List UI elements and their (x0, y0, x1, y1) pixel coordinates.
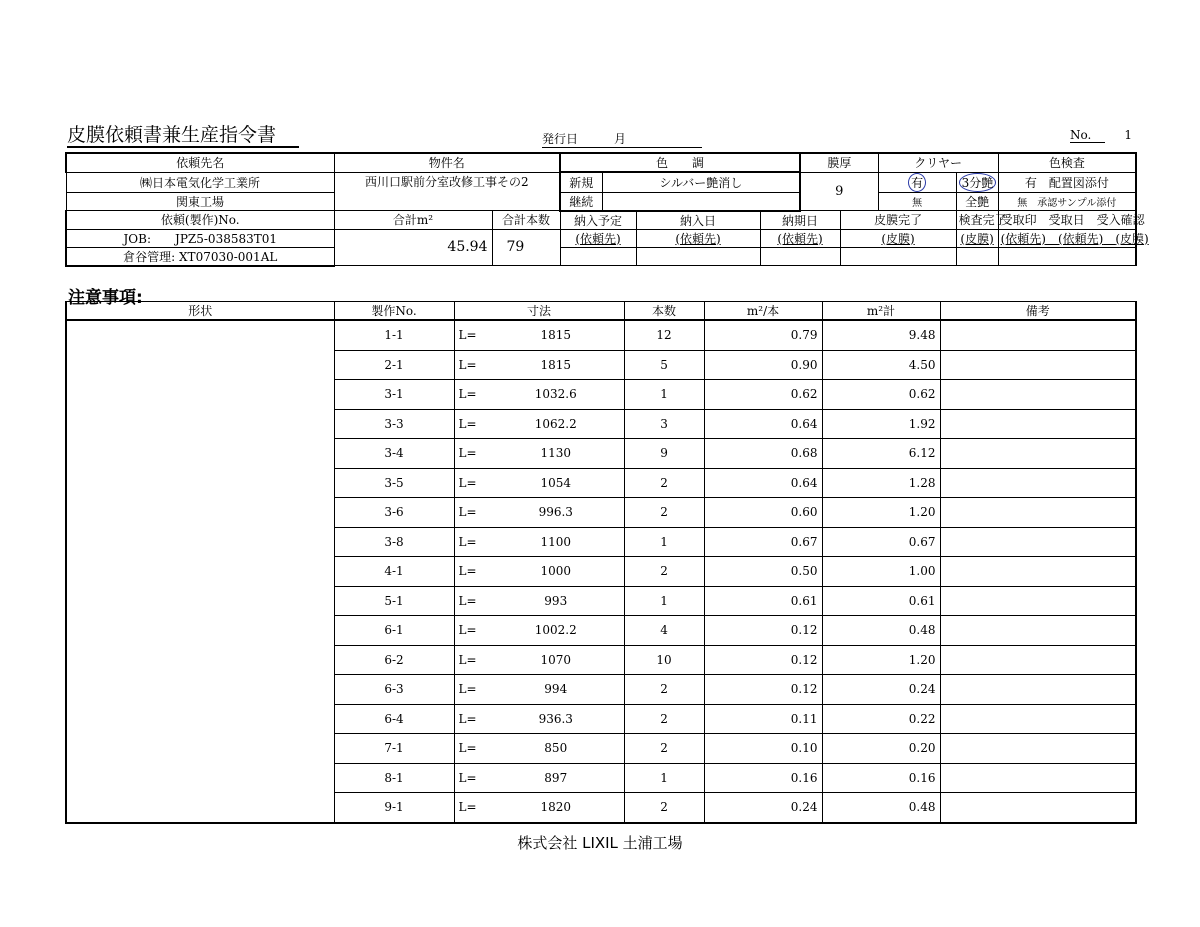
dimension-value: 936.3 (488, 704, 624, 734)
production-no: 5-1 (334, 586, 454, 616)
new-value: シルバー艶消し (602, 172, 800, 192)
production-no: 3-1 (334, 380, 454, 410)
header-table (65, 152, 1149, 267)
check-option-2: 承認サンプル添付 (1037, 197, 1117, 209)
receipt-date-label: 受取日 (1048, 213, 1085, 228)
dimension-prefix: L= (454, 350, 488, 380)
area-per-piece: 0.24 (704, 793, 822, 823)
shape-cell (66, 320, 334, 823)
production-no: 6-2 (334, 645, 454, 675)
area-total: 1.28 (822, 468, 940, 498)
color-label: 色 調 (560, 153, 800, 172)
area-per-piece: 0.90 (704, 350, 822, 380)
planned-sub: (依頼先) (560, 229, 636, 247)
area-per-piece: 0.11 (704, 704, 822, 734)
dimension-prefix: L= (454, 498, 488, 528)
job-value: JPZ5-038583T01 (175, 231, 278, 246)
delivery-label: 納入日 (636, 211, 760, 230)
dimension-prefix: L= (454, 675, 488, 705)
area-per-piece: 0.50 (704, 557, 822, 587)
area-total: 1.92 (822, 409, 940, 439)
inspect-label: 検査完了 (956, 211, 998, 230)
dimension-value: 994 (488, 675, 624, 705)
job-label: JOB: (123, 231, 151, 246)
dimension-value: 1032.6 (488, 380, 624, 410)
film-done-label: 皮膜完了 (840, 211, 956, 230)
quantity: 10 (624, 645, 704, 675)
thickness-label: 膜厚 (800, 153, 878, 172)
area-total: 6.12 (822, 439, 940, 469)
clear-yes: 有 (908, 173, 926, 192)
quantity: 3 (624, 409, 704, 439)
dimension-value: 1062.2 (488, 409, 624, 439)
quantity: 2 (624, 675, 704, 705)
area-total: 0.16 (822, 763, 940, 793)
remarks (940, 498, 1136, 528)
quantity: 2 (624, 498, 704, 528)
quantity: 12 (624, 320, 704, 350)
dimension-value: 1100 (488, 527, 624, 557)
dimension-value: 1130 (488, 439, 624, 469)
production-no: 2-1 (334, 350, 454, 380)
remarks (940, 734, 1136, 764)
remarks (940, 704, 1136, 734)
document-number-value: 1 (1124, 128, 1132, 142)
col-production-no: 製作No. (334, 302, 454, 321)
area-total: 0.22 (822, 704, 940, 734)
dimension-prefix: L= (454, 645, 488, 675)
col-area-total: m²計 (822, 302, 940, 321)
col-shape: 形状 (66, 302, 334, 321)
col-quantity: 本数 (624, 302, 704, 321)
remarks (940, 320, 1136, 350)
remarks (940, 557, 1136, 587)
production-no: 1-1 (334, 320, 454, 350)
dimension-prefix: L= (454, 704, 488, 734)
accept-label: 受入確認 (1096, 213, 1145, 228)
document-number (1070, 128, 1132, 143)
quantity: 4 (624, 616, 704, 646)
dimension-prefix: L= (454, 527, 488, 557)
continue-label: 継続 (560, 192, 602, 211)
new-label: 新規 (560, 172, 602, 192)
area-per-piece: 0.60 (704, 498, 822, 528)
production-no: 3-3 (334, 409, 454, 439)
parts-table-header (66, 302, 1136, 321)
issue-date (542, 130, 702, 148)
quantity: 2 (624, 734, 704, 764)
area-per-piece: 0.16 (704, 763, 822, 793)
area-per-piece: 0.10 (704, 734, 822, 764)
quantity: 1 (624, 586, 704, 616)
document-number-label: No. (1070, 128, 1105, 143)
color-check-label: 色検査 (998, 153, 1136, 172)
check-option-1: 配置図添付 (1048, 175, 1109, 190)
dimension-prefix: L= (454, 380, 488, 410)
inspect-sub: (皮膜) (956, 229, 998, 247)
quantity: 5 (624, 350, 704, 380)
continue-value (602, 192, 800, 211)
dimension-prefix: L= (454, 409, 488, 439)
remarks (940, 645, 1136, 675)
total-area-value: 45.94 (334, 229, 492, 266)
col-dimension: 寸法 (454, 302, 624, 321)
dimension-value: 1820 (488, 793, 624, 823)
area-total: 4.50 (822, 350, 940, 380)
area-per-piece: 0.67 (704, 527, 822, 557)
receipt-stamp-sub: (依頼先) (1000, 231, 1046, 246)
remarks (940, 586, 1136, 616)
dimension-value: 996.3 (488, 498, 624, 528)
dimension-prefix: L= (454, 763, 488, 793)
film-done-sub: (皮膜) (840, 229, 956, 247)
production-no: 3-6 (334, 498, 454, 528)
area-total: 1.00 (822, 557, 940, 587)
area-per-piece: 0.12 (704, 675, 822, 705)
company-footer: 株式会社 LIXIL 土浦工場 (517, 834, 683, 852)
area-total: 0.48 (822, 616, 940, 646)
clear-label: クリヤー (878, 153, 998, 172)
deadline-label: 納期日 (760, 211, 840, 230)
document-title: 皮膜依頼書兼生産指令書 (67, 124, 299, 148)
remarks (940, 350, 1136, 380)
area-total: 1.20 (822, 498, 940, 528)
client-label: 依頼先名 (66, 153, 334, 172)
dimension-value: 993 (488, 586, 624, 616)
area-total: 0.48 (822, 793, 940, 823)
planned-label: 納入予定 (560, 211, 636, 230)
property-value: 西川口駅前分室改修工事その2 (334, 172, 560, 211)
area-per-piece: 0.64 (704, 468, 822, 498)
receipt-date-sub: (依頼先) (1057, 231, 1104, 246)
area-per-piece: 0.62 (704, 380, 822, 410)
accept-sub: (皮膜) (1115, 231, 1149, 246)
quantity: 2 (624, 704, 704, 734)
thickness-value: 9 (800, 172, 878, 211)
production-no: 7-1 (334, 734, 454, 764)
quantity: 9 (624, 439, 704, 469)
dimension-value: 850 (488, 734, 624, 764)
dimension-prefix: L= (454, 793, 488, 823)
quantity: 1 (624, 380, 704, 410)
dimension-prefix: L= (454, 468, 488, 498)
remarks (940, 468, 1136, 498)
dimension-prefix: L= (454, 320, 488, 350)
remarks (940, 763, 1136, 793)
dimension-value: 1070 (488, 645, 624, 675)
dimension-prefix: L= (454, 557, 488, 587)
dimension-prefix: L= (454, 734, 488, 764)
production-no: 4-1 (334, 557, 454, 587)
issue-date-label: 発行日 月 (542, 130, 702, 148)
deadline-sub: (依頼先) (760, 229, 840, 247)
area-per-piece: 0.64 (704, 409, 822, 439)
client-line2: 関東工場 (66, 192, 334, 211)
dimension-value: 1815 (488, 350, 624, 380)
remarks (940, 409, 1136, 439)
remarks (940, 527, 1136, 557)
production-no: 6-4 (334, 704, 454, 734)
production-no: 3-5 (334, 468, 454, 498)
notes-label: 注意事項: (68, 288, 143, 308)
remarks (940, 380, 1136, 410)
production-no: 3-4 (334, 439, 454, 469)
dimension-prefix: L= (454, 616, 488, 646)
remarks (940, 675, 1136, 705)
area-total: 0.67 (822, 527, 940, 557)
dimension-value: 1815 (488, 320, 624, 350)
property-label: 物件名 (334, 153, 560, 172)
quantity: 2 (624, 557, 704, 587)
clear-no: 無 (878, 192, 956, 211)
total-area-label: 合計m² (334, 211, 492, 230)
parts-table (65, 301, 1137, 824)
check-no: 無 (1017, 197, 1028, 209)
area-per-piece: 0.61 (704, 586, 822, 616)
production-no: 6-3 (334, 675, 454, 705)
area-total: 0.62 (822, 380, 940, 410)
order-no-label: 依頼(製作)No. (66, 211, 334, 230)
area-per-piece: 0.12 (704, 616, 822, 646)
delivery-sub: (依頼先) (636, 229, 760, 247)
total-count-label: 合計本数 (492, 211, 560, 230)
area-per-piece: 0.68 (704, 439, 822, 469)
area-total: 0.61 (822, 586, 940, 616)
quantity: 2 (624, 468, 704, 498)
area-per-piece: 0.79 (704, 320, 822, 350)
quantity: 1 (624, 763, 704, 793)
dimension-value: 1000 (488, 557, 624, 587)
quantity: 1 (624, 527, 704, 557)
area-per-piece: 0.12 (704, 645, 822, 675)
dimension-prefix: L= (454, 439, 488, 469)
clear-option-2: 全艶 (956, 192, 998, 211)
client-line1: ㈱日本電気化学工業所 (66, 172, 334, 192)
col-area-per: m²/本 (704, 302, 822, 321)
remarks (940, 439, 1136, 469)
area-total: 0.20 (822, 734, 940, 764)
dimension-value: 1002.2 (488, 616, 624, 646)
receipt-stamp-label: 受取印 (1000, 213, 1037, 228)
quantity: 2 (624, 793, 704, 823)
area-total: 1.20 (822, 645, 940, 675)
col-remarks: 備考 (940, 302, 1136, 321)
production-no: 3-8 (334, 527, 454, 557)
warehouse-label: 倉谷管理: (123, 249, 176, 264)
area-total: 0.24 (822, 675, 940, 705)
dimension-value: 1054 (488, 468, 624, 498)
production-no: 9-1 (334, 793, 454, 823)
production-no: 8-1 (334, 763, 454, 793)
remarks (940, 616, 1136, 646)
total-count-value: 79 (492, 229, 560, 266)
clear-option-1: 3分艶 (959, 173, 997, 192)
dimension-value: 897 (488, 763, 624, 793)
area-total: 9.48 (822, 320, 940, 350)
table-row (66, 320, 1136, 350)
dimension-prefix: L= (454, 586, 488, 616)
warehouse-value: XT07030-001AL (179, 249, 278, 264)
production-no: 6-1 (334, 616, 454, 646)
check-yes: 有 (1024, 175, 1037, 190)
remarks (940, 793, 1136, 823)
